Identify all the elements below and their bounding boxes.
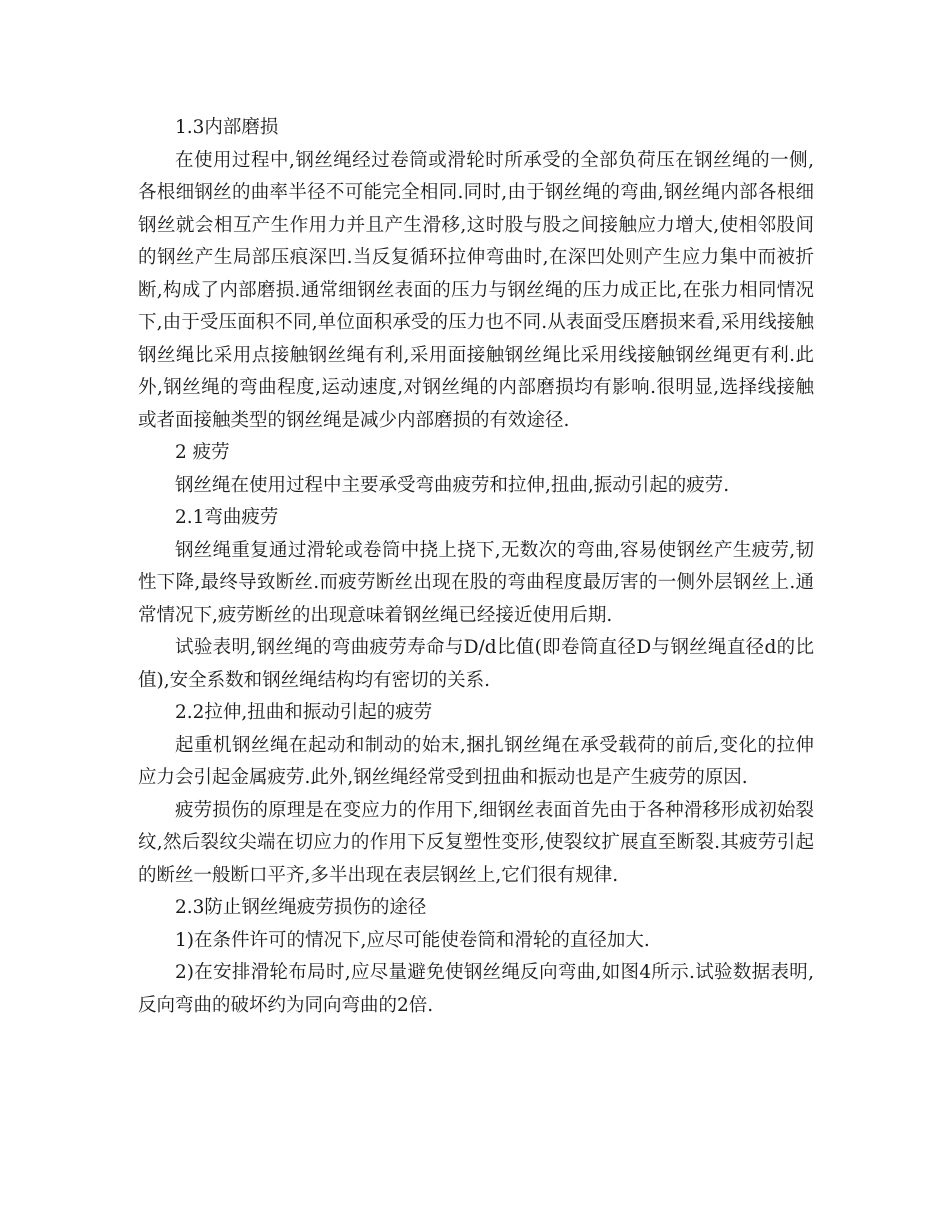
section-heading-2-2: 2.2拉伸,扭曲和振动引起的疲劳 bbox=[175, 702, 433, 723]
paragraph-internal-wear: 在使用过程中,钢丝绳经过卷筒或滑轮时所承受的全部负荷压在钢丝绳的一侧,各根细钢丝的曲率半径不可能完全相同.同时,由于钢丝绳的弯曲,钢丝绳内部各根细钢丝就会相互产生作用力并且产生滑移,这时股与股之间接触应力增大,使相邻股间的钢丝产生局部压痕深凹.当反复循环拉伸弯曲时,在深凹处则产生应力集中而被折断,构成了内部磨损.通常细钢丝表面的压力与钢丝绳的压力成正比,在张力相同情况下,由于受压面积不同,单位面积承受的压力也不同.从表面受压磨损来看,采用线接触钢丝绳比采用点接触钢丝绳有利,采用面接触钢丝绳比采用线接触钢丝绳更有利.此外,钢丝绳的弯曲程度,运动速度,对钢丝绳的内部磨损均有影响.很明显,选择线接触或者面接触类型的钢丝绳是减少内部磨损的有效途径. bbox=[138, 149, 814, 431]
list-item-2: 2)在安排滑轮布局时,应尽量避免使钢丝绳反向弯曲,如图4所示.试验数据表明,反向弯曲的破坏约为同向弯曲的2倍. bbox=[138, 962, 814, 1016]
section-heading-2-1: 2.1弯曲疲劳 bbox=[175, 507, 279, 528]
section-heading-1-3: 1.3内部磨损 bbox=[175, 117, 279, 138]
paragraph-tension-fatigue: 起重机钢丝绳在起动和制动的始末,捆扎钢丝绳在承受载荷的前后,变化的拉伸应力会引起金属疲劳.此外,钢丝绳经常受到扭曲和振动也是产生疲劳的原因. bbox=[138, 734, 814, 788]
paragraph-fatigue-principle: 疲劳损伤的原理是在变应力的作用下,细钢丝表面首先由于各种滑移形成初始裂纹,然后裂纹尖端在切应力的作用下反复塑性变形,使裂纹扩展直至断裂.其疲劳引起的断丝一般断口平齐,多半出现在表层钢丝上,它们很有规律. bbox=[138, 799, 814, 886]
paragraph-fatigue-intro: 钢丝绳在使用过程中主要承受弯曲疲劳和拉伸,扭曲,振动引起的疲劳. bbox=[175, 474, 730, 496]
list-item-1: 1)在条件许可的情况下,应尽可能使卷筒和滑轮的直径加大. bbox=[175, 929, 650, 951]
paragraph-bending-fatigue: 钢丝绳重复通过滑轮或卷筒中挠上挠下,无数次的弯曲,容易使钢丝产生疲劳,韧性下降,最终导致断丝.而疲劳断丝出现在股的弯曲程度最厉害的一侧外层钢丝上.通常情况下,疲劳断丝的出现意味着钢丝绳已经接近使用后期. bbox=[138, 539, 814, 626]
section-heading-2-3: 2.3防止钢丝绳疲劳损伤的途径 bbox=[175, 897, 427, 918]
section-heading-2: 2 疲劳 bbox=[175, 442, 230, 463]
paragraph-test-results: 试验表明,钢丝绳的弯曲疲劳寿命与D/d比值(即卷筒直径D与钢丝绳直径d的比值),安全系数和钢丝绳结构均有密切的关系. bbox=[138, 637, 814, 691]
document-page bbox=[138, 112, 814, 1022]
